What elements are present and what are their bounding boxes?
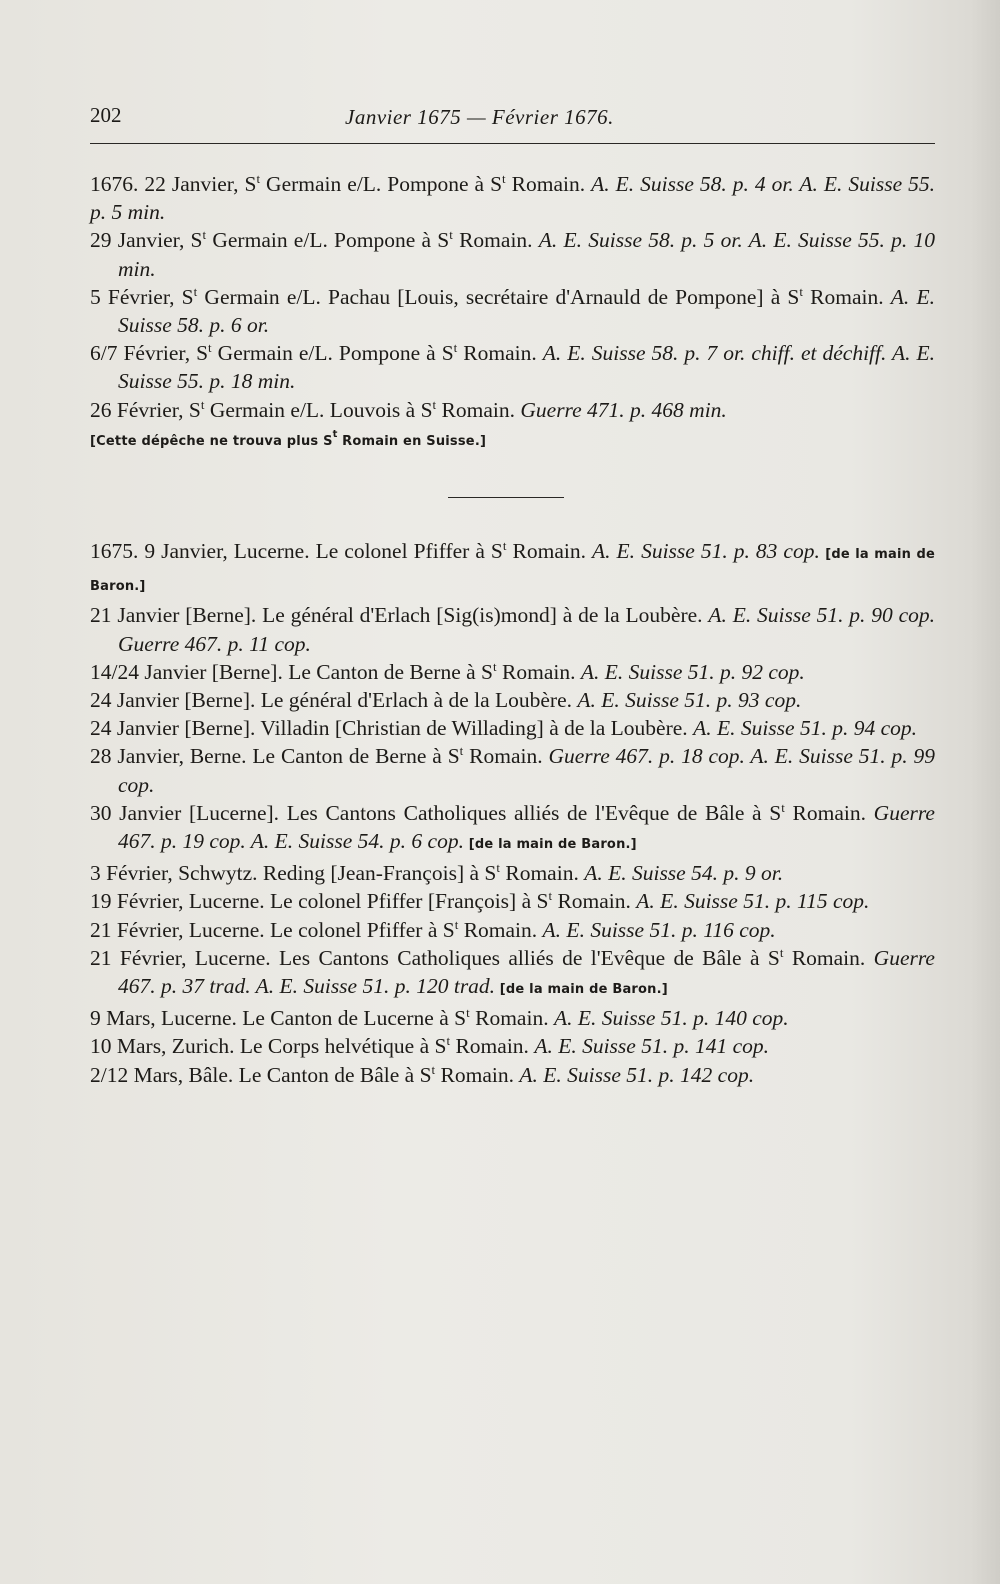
entry-text: Romain. [784, 800, 874, 825]
entry-text: Romain. [506, 539, 593, 563]
section-1676 [90, 170, 935, 456]
superscript: t [779, 944, 784, 960]
superscript: t [332, 428, 338, 440]
superscript: t [548, 888, 553, 904]
archive-reference: A. E. Suisse 58. p. 6 or. [118, 284, 935, 338]
catalog-entry [90, 916, 935, 944]
entry-text: Germain e/L. Pachau [Louis, secrétaire d'Arnauld de Pompone] à S [197, 284, 800, 309]
catalog-entry [90, 396, 935, 424]
entry-text: 21 Février, Lucerne. Les Cantons Catholiques alliés de l'Evêque de Bâle à S [90, 945, 780, 970]
page-number: 202 [90, 103, 122, 127]
superscript: t [449, 227, 453, 243]
entry-text: Romain. [505, 172, 592, 196]
editorial-note: [de la main de Baron.] [463, 837, 637, 853]
catalog-entry [90, 601, 935, 657]
superscript: t [493, 658, 497, 674]
catalog-entry [90, 283, 935, 339]
entry-text: 3 Février, Schwytz. Reding [Jean-François] à S [90, 861, 497, 886]
archive-reference: A. E. Suisse 58. p. 7 or. chiff. et déchiff. A. E. Suisse 55. p. 18 min. [118, 341, 936, 394]
entry-text: 6/7 Février, S [90, 341, 209, 366]
superscript: t [431, 1061, 436, 1077]
superscript: t [502, 171, 506, 186]
archive-reference: Guerre 467. p. 18 cop. A. E. Suisse 51. p. 99 cop. [118, 744, 935, 797]
catalog-entry [90, 226, 935, 282]
entry-text: 5 Février, S [90, 284, 194, 309]
entry-year: 1676. [90, 172, 139, 196]
catalog-entry [90, 686, 935, 714]
editorial-note: Romain en Suisse.] [337, 433, 487, 449]
running-header [90, 103, 935, 144]
superscript: t [432, 396, 437, 412]
superscript: t [454, 916, 459, 932]
entry-text: Romain. [452, 228, 539, 253]
entry-text: 21 Janvier [Berne]. Le général d'Erlach [Sig(is)mond] à de la Loubère. [90, 603, 709, 628]
archive-reference: Guerre 467. p. 19 cop. A. E. Suisse 54. p. 6 cop. [118, 800, 935, 854]
archive-reference: A. E. Suisse 51. p. 93 cop. [577, 688, 802, 713]
archive-reference: Guerre 467. p. 37 trad. A. E. Suisse 51. p. 120 trad. [118, 945, 935, 999]
catalog-entry [90, 714, 935, 742]
entry-text: Romain. [458, 917, 543, 942]
entry-text: 26 Février, S [90, 397, 201, 422]
entry-text: Romain. [496, 659, 581, 684]
entry-text: 24 Janvier [Berne]. Villadin [Christian de Willading] à de la Loubère. [90, 716, 694, 741]
archive-reference: A. E. Suisse 51. p. 92 cop. [580, 659, 805, 684]
archive-reference: A. E. Suisse 51. p. 90 cop. Guerre 467. p. 11 cop. [118, 603, 936, 656]
entry-text: 22 Janvier, S [144, 172, 257, 196]
superscript: t [453, 340, 458, 356]
superscript: t [459, 743, 464, 759]
section-1675 [90, 537, 935, 1089]
entry-text: 9 Janvier, Lucerne. Le colonel Pfiffer à S [144, 539, 503, 563]
editorial-note: [de la main de Baron.] [90, 547, 935, 595]
archive-reference: A. E. Suisse 58. p. 4 or. A. E. Suisse 55. p. 5 min. [90, 172, 935, 225]
entry-text: Romain. [552, 889, 637, 914]
section-divider [448, 497, 564, 498]
entry-text: 24 Janvier [Berne]. Le général d'Erlach à de la Loubère. [90, 688, 578, 713]
catalog-entry [90, 1061, 935, 1089]
entry-text: 14/24 Janvier [Berne]. Le Canton de Berne à S [90, 659, 493, 684]
archive-reference: A. E. Suisse 51. p. 94 cop. [693, 716, 917, 741]
editorial-note: [de la main de Baron.] [495, 982, 668, 998]
superscript: t [781, 799, 785, 815]
entry-text: Romain. [783, 945, 874, 970]
editorial-note: [Cette dépêche ne trouva plus S [90, 433, 333, 449]
archive-reference: A. E. Suisse 51. p. 116 cop. [542, 917, 776, 942]
editorial-note-line [90, 424, 935, 456]
archive-reference: A. E. Suisse 51. p. 83 cop. [592, 539, 820, 563]
superscript: t [502, 538, 507, 553]
entry-text: Romain. [457, 341, 543, 366]
running-title: Janvier 1675 — Février 1676. [345, 105, 614, 129]
entry-text: Romain. [803, 284, 891, 309]
entry-text: 2/12 Mars, Bâle. Le Canton de Bâle à S [90, 1062, 432, 1087]
entry-year: 1675. [90, 539, 139, 563]
entry-text: Romain. [499, 861, 585, 886]
archive-reference: Guerre 471. p. 468 min. [520, 397, 727, 422]
catalog-entry [90, 859, 935, 887]
superscript: t [799, 283, 803, 299]
entry-text: Romain. [463, 744, 549, 769]
entry-text: 30 Janvier [Lucerne]. Les Cantons Catholiques alliés de l'Evêque de Bâle à S [90, 800, 782, 825]
entry-text: 19 Février, Lucerne. Le colonel Pfiffer [François] à S [90, 889, 549, 914]
entry-text: Romain. [435, 1062, 520, 1087]
catalog-entry [90, 339, 935, 395]
entry-text: Germain e/L. Louvois à S [204, 397, 433, 422]
entry-text: 28 Janvier, Berne. Le Canton de Berne à S [90, 744, 460, 769]
catalog-entry [90, 887, 935, 915]
entry-text: Romain. [469, 1006, 554, 1031]
entry-text: 10 Mars, Zurich. Le Corps helvétique à S [90, 1034, 447, 1059]
entry-text: Germain e/L. Pompone à S [260, 172, 503, 196]
entry-text: 21 Février, Lucerne. Le colonel Pfiffer à S [90, 917, 455, 942]
superscript: t [256, 171, 261, 186]
superscript: t [202, 227, 207, 243]
catalog-entry [90, 658, 935, 686]
archive-reference: A. E. Suisse 51. p. 140 cop. [553, 1006, 789, 1031]
superscript: t [466, 1005, 470, 1021]
archive-reference: A. E. Suisse 51. p. 115 cop. [636, 889, 870, 914]
archive-reference: A. E. Suisse 51. p. 141 cop. [534, 1034, 769, 1059]
catalog-entry [90, 1004, 935, 1032]
archive-reference: A. E. Suisse 54. p. 9 or. [584, 861, 784, 886]
catalog-entry [90, 799, 935, 859]
archive-reference: A. E. Suisse 58. p. 5 or. A. E. Suisse 55. p. 10 min. [118, 228, 935, 281]
catalog-entry [90, 1032, 935, 1060]
entry-text: Germain e/L. Pompone à S [211, 341, 454, 366]
entry-text: Germain e/L. Pompone à S [206, 228, 450, 253]
entry-text: 29 Janvier, S [90, 228, 203, 253]
superscript: t [200, 396, 205, 412]
catalog-entry [90, 944, 935, 1004]
superscript: t [208, 340, 212, 356]
catalog-entry [90, 170, 935, 226]
catalog-entry [90, 537, 935, 601]
superscript: t [193, 283, 198, 299]
archive-reference: A. E. Suisse 51. p. 142 cop. [519, 1062, 755, 1087]
superscript: t [446, 1033, 451, 1049]
entry-text: Romain. [450, 1034, 535, 1059]
entry-text: Romain. [436, 397, 521, 422]
catalog-entry [90, 742, 935, 798]
entry-text: 9 Mars, Lucerne. Le Canton de Lucerne à S [90, 1006, 467, 1031]
superscript: t [496, 860, 500, 876]
